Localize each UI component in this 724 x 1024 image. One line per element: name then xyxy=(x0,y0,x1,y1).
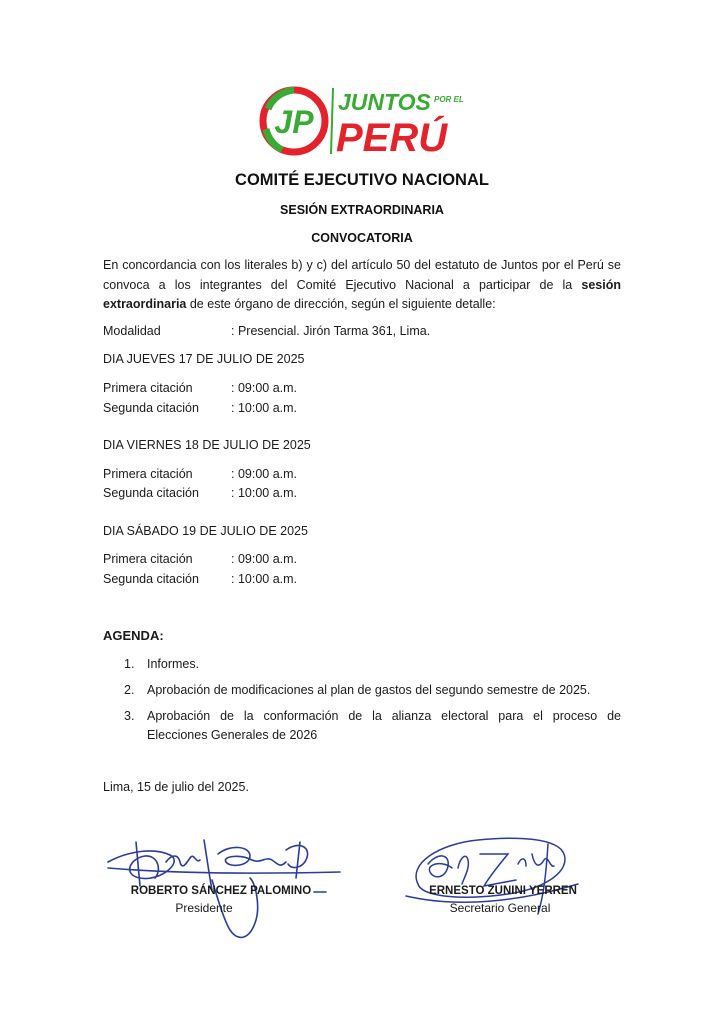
agenda-title: AGENDA: xyxy=(103,628,164,643)
day-3-first-time: : 09:00 a.m. xyxy=(231,552,298,566)
signature-2-role: Secretario General xyxy=(449,901,551,915)
agenda-item-3-line-2: Elecciones Generales de 2026 xyxy=(147,728,318,742)
day-1-title: DIA JUEVES 17 DE JULIO DE 2025 xyxy=(103,352,305,366)
session-title: SESIÓN EXTRAORDINARIA xyxy=(280,203,444,217)
signature-1-scribble xyxy=(100,820,350,945)
intro-line-3: extraordinaria de este órgano de dirección, según el siguiente detalle: xyxy=(103,297,496,311)
modality-label: Modalidad xyxy=(103,324,161,338)
agenda-item-1-text: Informes. xyxy=(147,657,200,671)
signature-1-name: ROBERTO SÁNCHEZ PALOMINO xyxy=(130,885,312,897)
intro-line-2: convoca a los integrantes del Comité Ejecutivo Nacional a participar de la sesión xyxy=(103,277,621,292)
intro-line-1: En concordancia con los literales b) y c) del artículo 50 del estatuto de Juntos por el Perú se xyxy=(103,258,621,272)
day-1-first-label: Primera citación xyxy=(103,381,193,395)
day-3-second-label: Segunda citación xyxy=(103,572,199,586)
party-logo xyxy=(258,84,470,158)
agenda-item-3-number: 3. xyxy=(124,709,135,723)
intro-paragraph xyxy=(103,256,621,315)
logo-por-el: POR EL xyxy=(434,95,464,104)
committee-title: COMITÉ EJECUTIVO NACIONAL xyxy=(235,171,489,189)
agenda-item-3-line-1: Aprobación de la conformación de la alianza electoral para el proceso de xyxy=(147,709,621,723)
day-2-second-label: Segunda citación xyxy=(103,486,199,500)
day-3-first-label: Primera citación xyxy=(103,552,193,566)
logo-line1: JUNTOS xyxy=(338,89,431,115)
day-1-second-label: Segunda citación xyxy=(103,401,199,415)
modality-value: : Presencial. Jirón Tarma 361, Lima. xyxy=(231,324,431,338)
day-1-first-time: : 09:00 a.m. xyxy=(231,381,298,395)
logo-line2: PERÚ xyxy=(336,116,448,158)
day-3-second-time: : 10:00 a.m. xyxy=(231,572,298,586)
day-3-title: DIA SÁBADO 19 DE JULIO DE 2025 xyxy=(103,524,308,538)
jp-monogram-icon xyxy=(263,90,325,152)
document-type-title: CONVOCATORIA xyxy=(311,231,413,245)
logo-monogram-text: JP xyxy=(274,104,314,140)
day-2-first-time: : 09:00 a.m. xyxy=(231,467,298,481)
agenda-item-2-number: 2. xyxy=(124,683,135,697)
signature-2-scribble xyxy=(398,824,588,934)
agenda-item-1-number: 1. xyxy=(124,657,135,671)
day-2-first-label: Primera citación xyxy=(103,467,193,481)
day-1-second-time: : 10:00 a.m. xyxy=(231,401,298,415)
signature-1-role: Presidente xyxy=(175,901,233,915)
signature-2-name: ERNESTO ZUNINI YERREN xyxy=(429,885,577,897)
place-date: Lima, 15 de julio del 2025. xyxy=(103,780,249,794)
agenda-item-2-text: Aprobación de modificaciones al plan de gastos del segundo semestre de 2025. xyxy=(147,683,591,697)
day-2-title: DIA VIERNES 18 DE JULIO DE 2025 xyxy=(103,438,311,452)
day-2-second-time: : 10:00 a.m. xyxy=(231,486,298,500)
